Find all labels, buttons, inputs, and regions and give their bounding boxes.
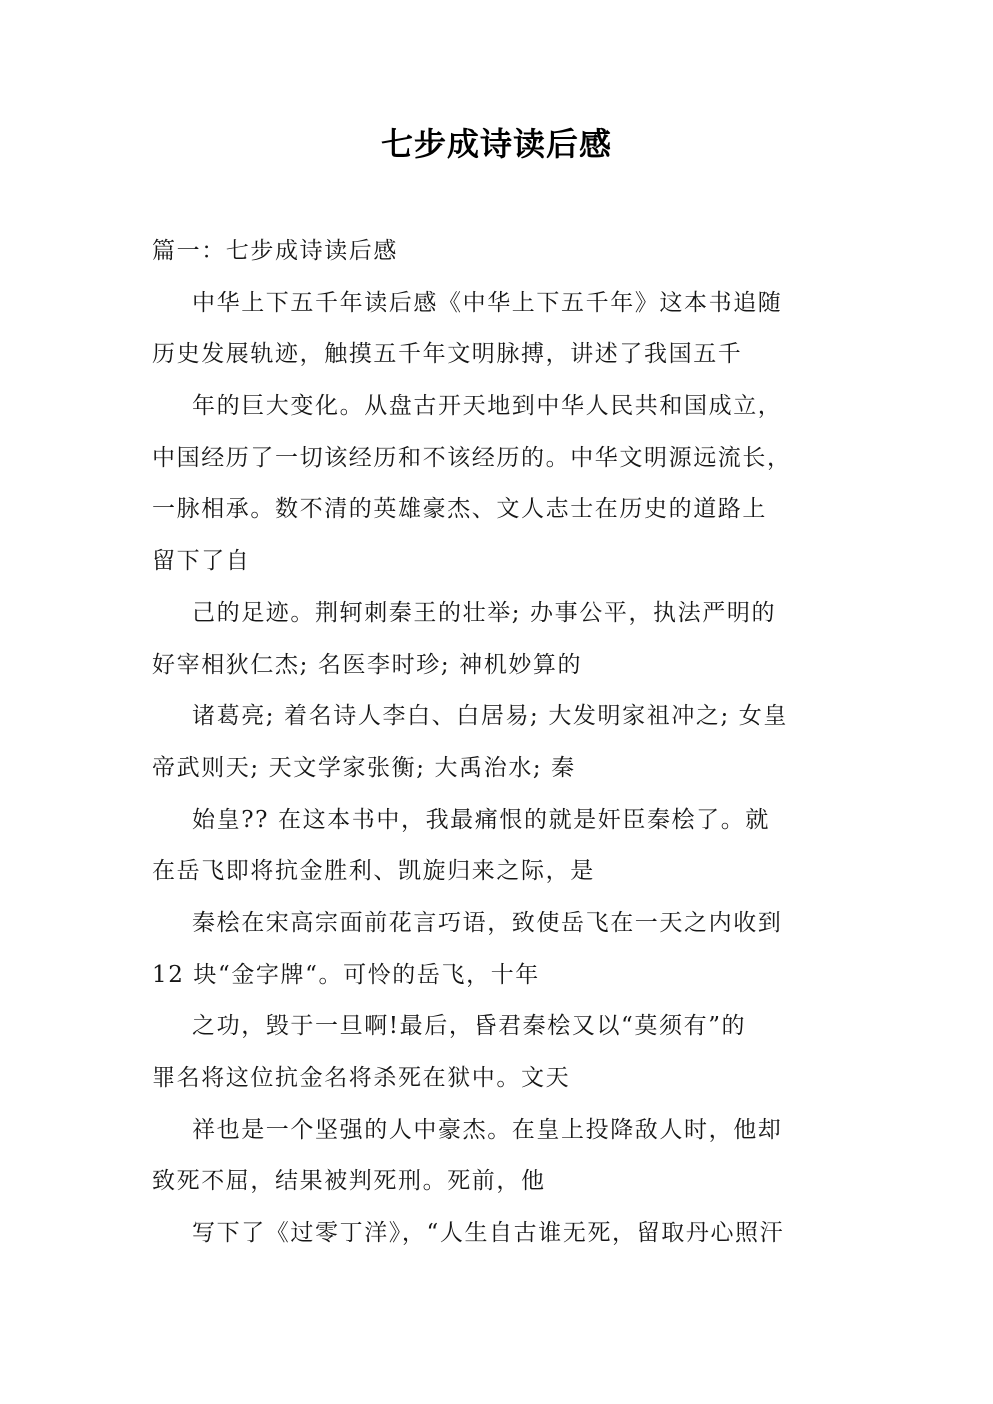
paragraph-line: 秦桧在宋高宗面前花言巧语，致使岳飞在一天之内收到 — [192, 909, 783, 936]
paragraph-line: 历史发展轨迹，触摸五千年文明脉搏，讲述了我国五千 — [152, 341, 743, 368]
paragraph-line: 帝武则天; 天文学家张衡; 大禹治水; 秦 — [152, 754, 576, 781]
paragraph-line: 罪名将这位抗金名将杀死在狱中。文天 — [152, 1065, 571, 1091]
paragraph-line: 年的巨大变化。从盘古开天地到中华人民共和国成立， — [192, 393, 783, 420]
paragraph-line: 一脉相承。数不清的英雄豪杰、文人志士在历史的道路上 — [152, 496, 767, 523]
paragraph-line: 留下了自 — [152, 548, 251, 575]
paragraph-line: 己的足迹。荆轲刺秦王的壮举; 办事公平，执法严明的 — [192, 599, 777, 626]
document-title: 七步成诗读后感 — [380, 125, 612, 163]
paragraph-line: 之功，毁于一旦啊!最后，昏君秦桧又以“莫须有”的 — [192, 1013, 747, 1040]
paragraph-line: 好宰相狄仁杰; 名医李时珍; 神机妙算的 — [152, 651, 583, 678]
section-heading: 篇一：七步成诗读后感 — [152, 238, 398, 264]
paragraph-line: 中国经历了一切该经历和不该经历的。中华文明源远流长， — [152, 444, 792, 471]
paragraph-line: 祥也是一个坚强的人中豪杰。在皇上投降敌人时，他却 — [192, 1116, 783, 1143]
paragraph-line: 12 块“金字牌“。可怜的岳飞，十年 — [152, 961, 540, 988]
paragraph-line: 致死不屈，结果被判死刑。死前，他 — [152, 1168, 546, 1195]
paragraph-line: 写下了《过零丁洋》，“人生自古谁无死，留取丹心照汗 — [192, 1220, 785, 1247]
paragraph-line: 中华上下五千年读后感《中华上下五千年》这本书追随 — [192, 289, 783, 316]
paragraph-line: 诸葛亮; 着名诗人李白、白居易; 大发明家祖冲之; 女皇 — [192, 703, 788, 730]
paragraph-line: 在岳飞即将抗金胜利、凯旋归来之际，是 — [152, 858, 595, 885]
paragraph-line: 始皇?? 在这本书中，我最痛恨的就是奸臣秦桧了。就 — [192, 806, 770, 833]
document-body — [152, 229, 852, 1263]
